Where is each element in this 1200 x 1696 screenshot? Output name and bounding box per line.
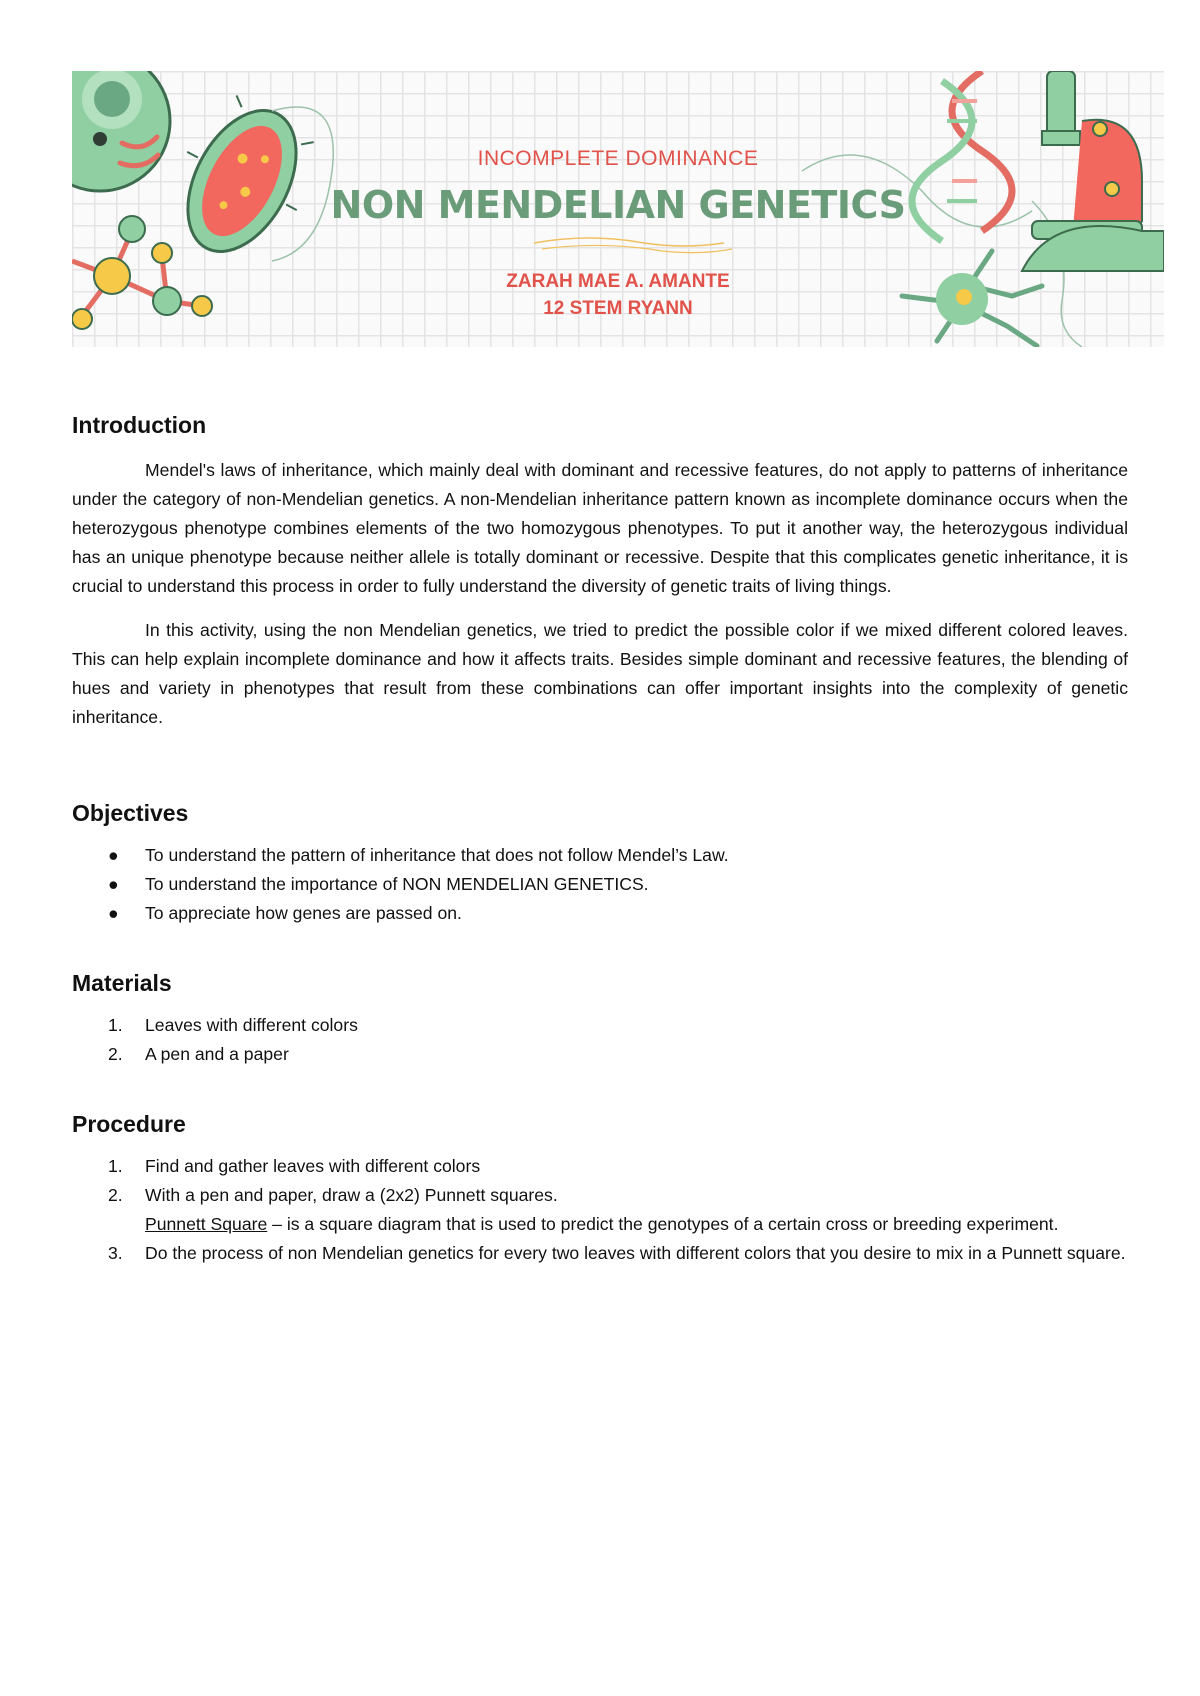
list-item: ● To understand the pattern of inheritance that does not follow Mendel’s Law. bbox=[72, 841, 1128, 870]
materials-heading: Materials bbox=[72, 970, 172, 996]
list-item: 3. Do the process of non Mendelian genetics for every two leaves with different colors that you desire to mix in a Punnett square. bbox=[108, 1243, 1126, 1263]
objectives-list bbox=[72, 841, 1128, 928]
procedure-list bbox=[72, 1152, 1128, 1268]
objectives-heading: Objectives bbox=[72, 800, 189, 826]
bullet-icon: ● bbox=[108, 903, 119, 923]
bullet-icon: ● bbox=[108, 845, 119, 865]
punnett-square-term: Punnett Square bbox=[145, 1214, 268, 1234]
intro-paragraph: In this activity, using the non Mendelian genetics, we tried to predict the possible color if we mixed different colored leaves. This can help explain incomplete dominance and how it affects traits. Besides simple dominant and recessive features, the blending of hues and variety in phenotypes that result from these combinations can offer important insights into the complexity of genetic inheritance. bbox=[72, 620, 1128, 727]
microscope-icon bbox=[1022, 71, 1164, 271]
banner-subtitle: INCOMPLETE DOMINANCE bbox=[477, 147, 759, 170]
materials-list bbox=[72, 1011, 1128, 1069]
intro-paragraph: Mendel's laws of inheritance, which mainly deal with dominant and recessive features, do not apply to patterns of inheritance under the category of non-Mendelian genetics. A non-Mendelian inheritance pattern known as incomplete dominance occurs when the heterozygous phenotype combines elements of the two homozygous phenotypes. To put it another way, the heterozygous individual has an unique phenotype because neither allele is totally dominant or recessive. Despite that this complicates genetic inheritance, it is crucial to understand this process in order to fully understand the diversity of genetic traits of living things. bbox=[72, 460, 1128, 596]
list-item: 2. With a pen and paper, draw a (2x2) Punnett squares. Punnett Square – is a square diagram that is used to predict the genotypes of a certain cross or breeding experiment. bbox=[108, 1185, 1059, 1234]
bullet-icon: ● bbox=[108, 874, 119, 894]
banner-title: NON MENDELIAN GENETICS bbox=[330, 183, 906, 227]
paramecium-icon bbox=[152, 85, 333, 277]
list-item: ● To appreciate how genes are passed on. bbox=[72, 899, 1128, 928]
list-item: 2. A pen and a paper bbox=[108, 1044, 289, 1064]
author-name: ZARAH MAE A. AMANTE bbox=[506, 271, 730, 292]
cell-icon bbox=[72, 71, 170, 191]
header-banner bbox=[72, 71, 1164, 347]
document-body bbox=[72, 412, 1128, 1268]
procedure-heading: Procedure bbox=[72, 1111, 186, 1137]
punnett-square-definition: – is a square diagram that is used to predict the genotypes of a certain cross or breeding experiment. bbox=[267, 1214, 1059, 1234]
introduction-heading: Introduction bbox=[72, 412, 207, 438]
list-item: 1. Find and gather leaves with different colors bbox=[108, 1156, 481, 1176]
author-section: 12 STEM RYANN bbox=[543, 298, 693, 319]
list-item: ● To understand the importance of NON MENDELIAN GENETICS. bbox=[72, 870, 1128, 899]
list-item: 1. Leaves with different colors bbox=[108, 1015, 358, 1035]
